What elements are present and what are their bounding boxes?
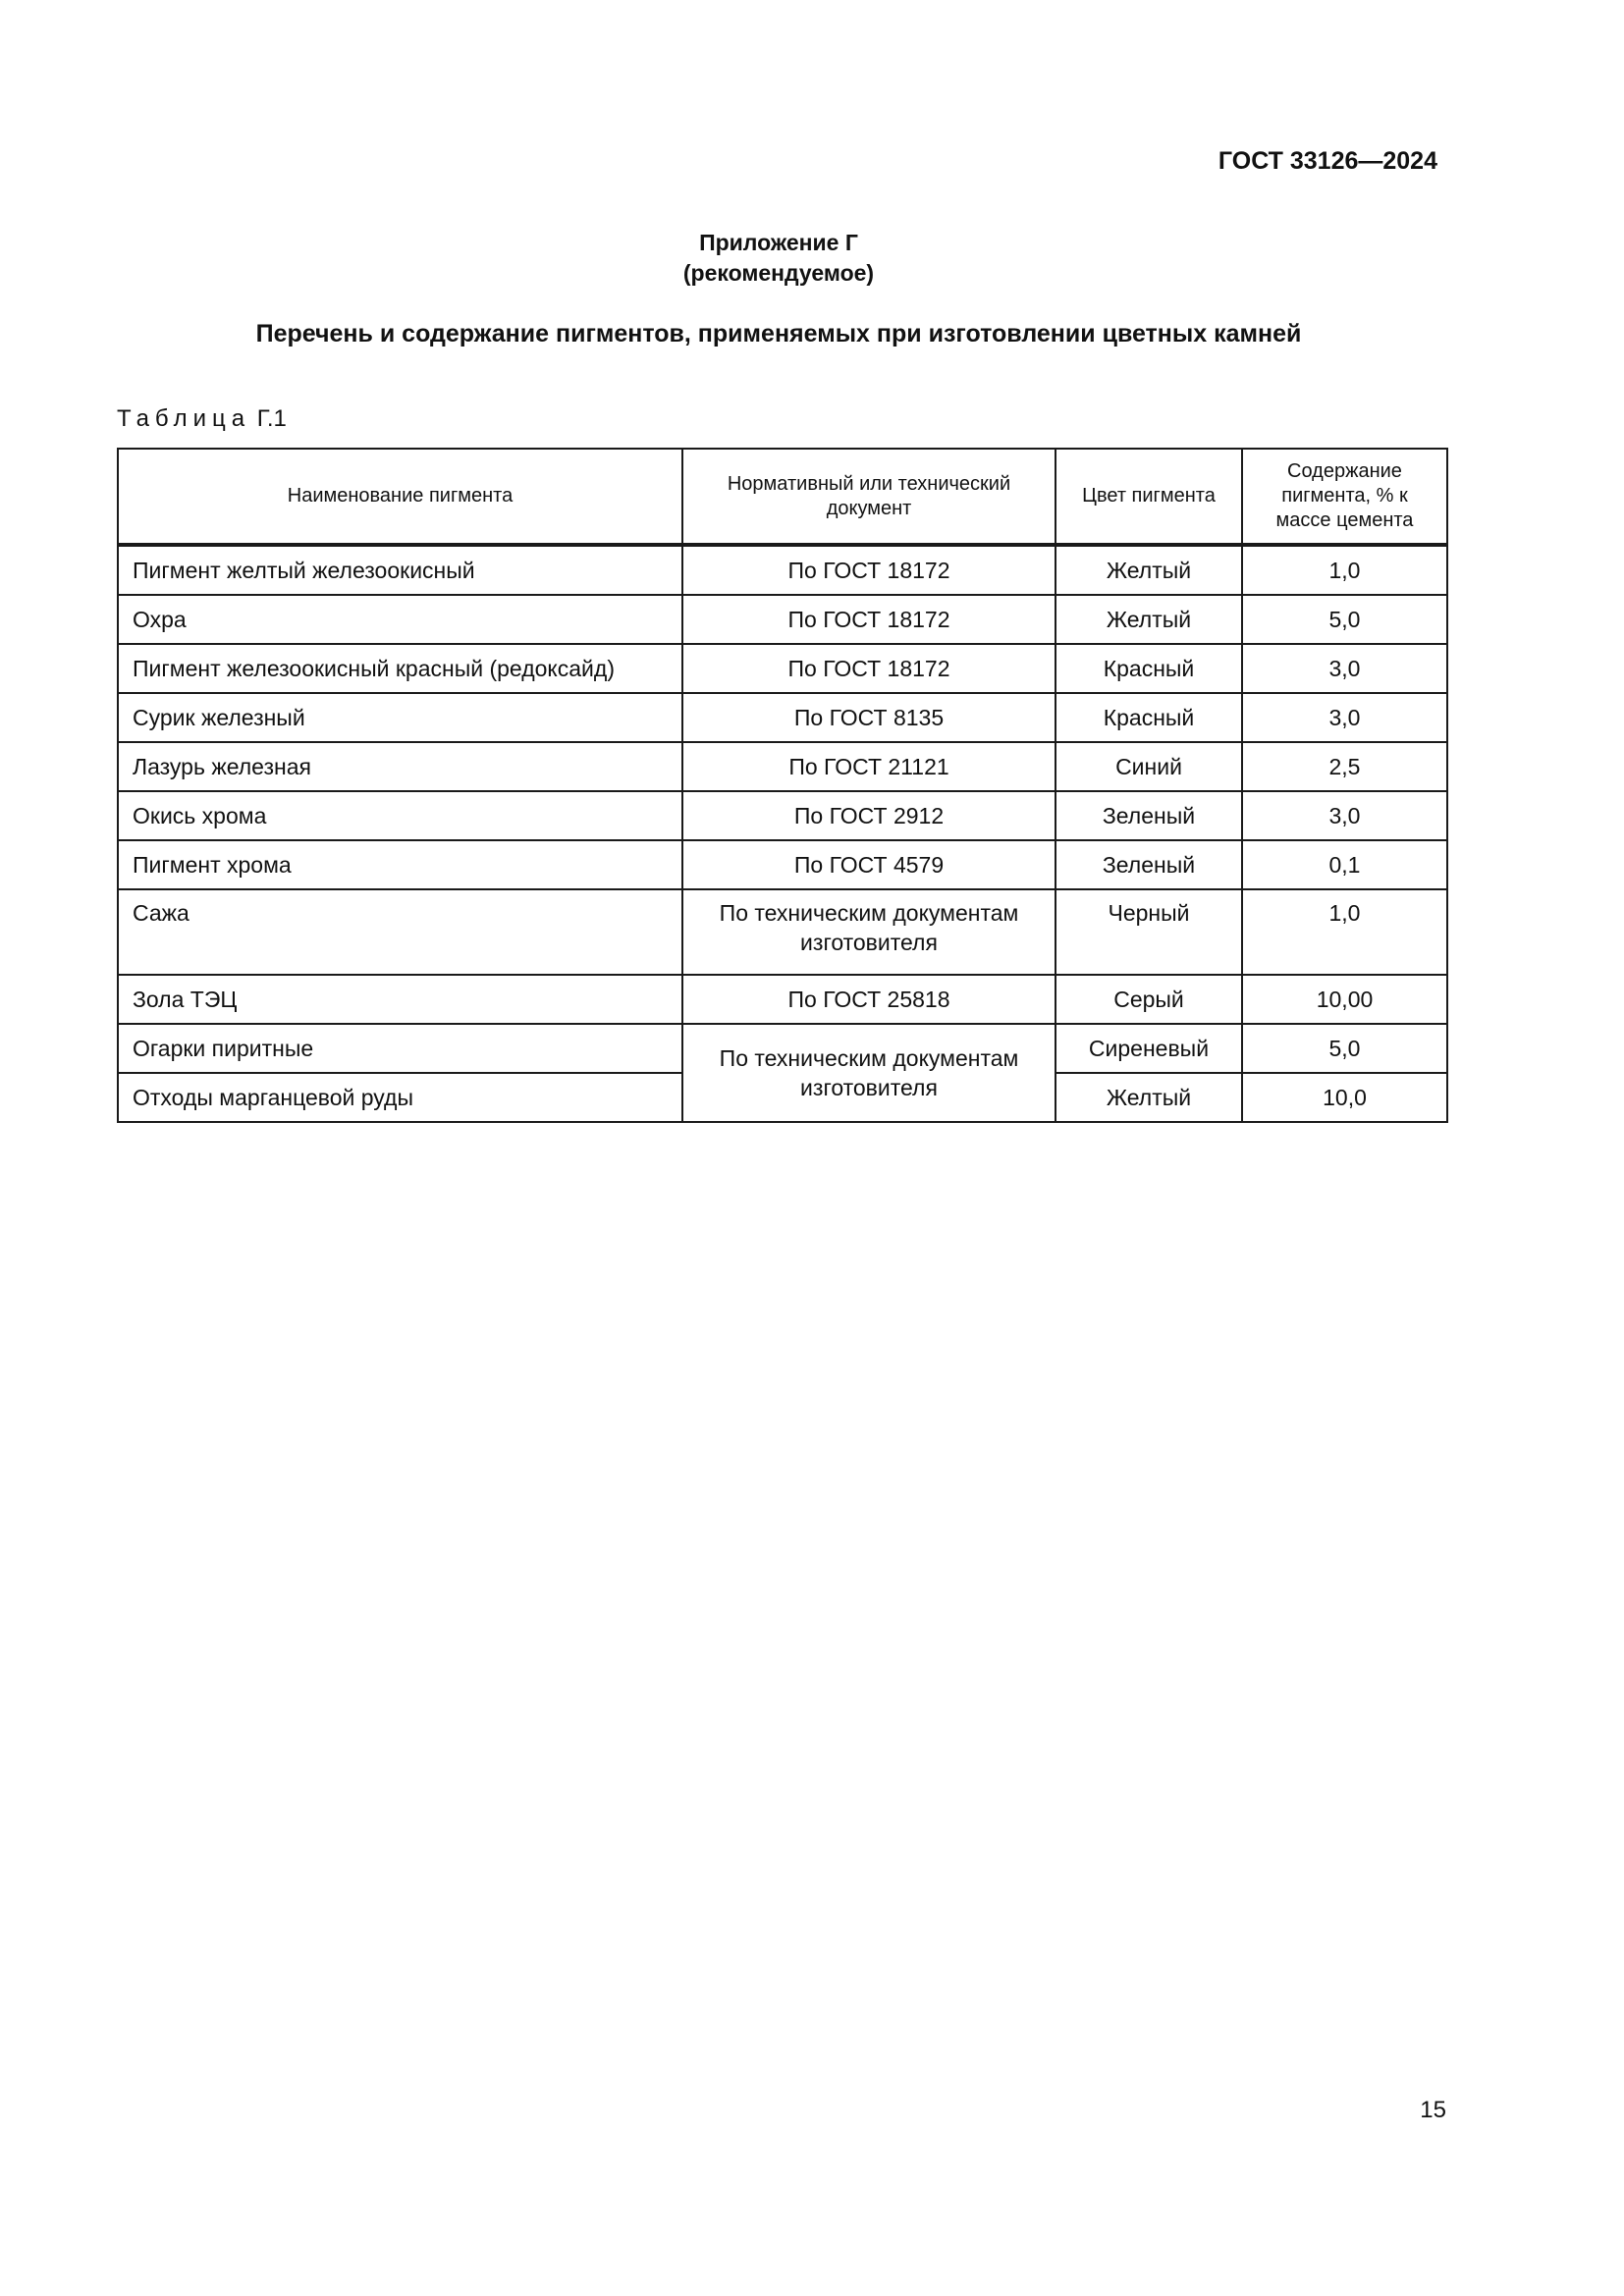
table-header-row: [118, 449, 1447, 545]
table-row: [118, 840, 1447, 889]
cell-color: Желтый: [1056, 545, 1242, 595]
table-row: [118, 644, 1447, 693]
cell-color: Черный: [1056, 889, 1242, 975]
table-row: [118, 545, 1447, 595]
cell-name: Окись хрома: [118, 791, 682, 840]
cell-document: По ГОСТ 18172: [682, 545, 1056, 595]
pigments-table: [117, 448, 1448, 1123]
cell-name: Огарки пиритные: [118, 1024, 682, 1073]
cell-amount: 1,0: [1242, 889, 1447, 975]
cell-color: Красный: [1056, 644, 1242, 693]
cell-color: Серый: [1056, 975, 1242, 1024]
table-label-number: Г.1: [256, 405, 287, 432]
cell-name: Пигмент железоокисный красный (редоксайд): [118, 644, 682, 693]
table-row: [118, 742, 1447, 791]
cell-document: По техническим документам изготовителя: [682, 889, 1056, 975]
cell-color: Желтый: [1056, 1073, 1242, 1122]
cell-color: Зеленый: [1056, 791, 1242, 840]
cell-name: Сурик железный: [118, 693, 682, 742]
cell-color: Сиреневый: [1056, 1024, 1242, 1073]
column-header-name: Наименование пигмента: [118, 449, 682, 545]
cell-document: По ГОСТ 4579: [682, 840, 1056, 889]
cell-name: Отходы марганцевой руды: [118, 1073, 682, 1122]
cell-amount: 10,0: [1242, 1073, 1447, 1122]
table-row: [118, 693, 1447, 742]
page-number: 15: [1420, 2097, 1446, 2123]
cell-name: Зола ТЭЦ: [118, 975, 682, 1024]
table-row: [118, 595, 1447, 644]
cell-document: По ГОСТ 21121: [682, 742, 1056, 791]
table-label: [117, 405, 287, 433]
column-header-document: Нормативный или технический документ: [682, 449, 1056, 545]
table-row: [118, 889, 1447, 975]
cell-color: Желтый: [1056, 595, 1242, 644]
table-label-word: Таблица: [117, 405, 251, 432]
cell-amount: 2,5: [1242, 742, 1447, 791]
cell-amount: 3,0: [1242, 644, 1447, 693]
cell-name: Пигмент хрома: [118, 840, 682, 889]
cell-amount: 10,00: [1242, 975, 1447, 1024]
cell-amount: 0,1: [1242, 840, 1447, 889]
document-code: ГОСТ 33126—2024: [1218, 147, 1437, 175]
cell-name: Сажа: [118, 889, 682, 975]
cell-name: Охра: [118, 595, 682, 644]
table-row: [118, 975, 1447, 1024]
cell-color: Красный: [1056, 693, 1242, 742]
cell-document: По ГОСТ 2912: [682, 791, 1056, 840]
column-header-color: Цвет пигмента: [1056, 449, 1242, 545]
cell-name: Лазурь железная: [118, 742, 682, 791]
cell-name: Пигмент желтый железоокисный: [118, 545, 682, 595]
cell-document: По ГОСТ 18172: [682, 644, 1056, 693]
cell-color: Зеленый: [1056, 840, 1242, 889]
cell-amount: 1,0: [1242, 545, 1447, 595]
cell-document: По ГОСТ 8135: [682, 693, 1056, 742]
cell-document: По ГОСТ 18172: [682, 595, 1056, 644]
annex-title: Приложение Г: [699, 230, 858, 255]
column-header-amount: Содержание пигмента, % к массе цемента: [1242, 449, 1447, 545]
table-row: [118, 791, 1447, 840]
annex-status: (рекомендуемое): [682, 260, 875, 286]
cell-color: Синий: [1056, 742, 1242, 791]
cell-amount: 5,0: [1242, 1024, 1447, 1073]
table-row: [118, 1024, 1447, 1073]
cell-document-merged: По техническим документам изготовителя: [682, 1024, 1056, 1122]
cell-amount: 5,0: [1242, 595, 1447, 644]
cell-amount: 3,0: [1242, 791, 1447, 840]
annex-heading: [0, 228, 1557, 289]
cell-amount: 3,0: [1242, 693, 1447, 742]
cell-document: По ГОСТ 25818: [682, 975, 1056, 1024]
section-title: Перечень и содержание пигментов, применяемых при изготовлении цветных камней: [255, 320, 1302, 347]
